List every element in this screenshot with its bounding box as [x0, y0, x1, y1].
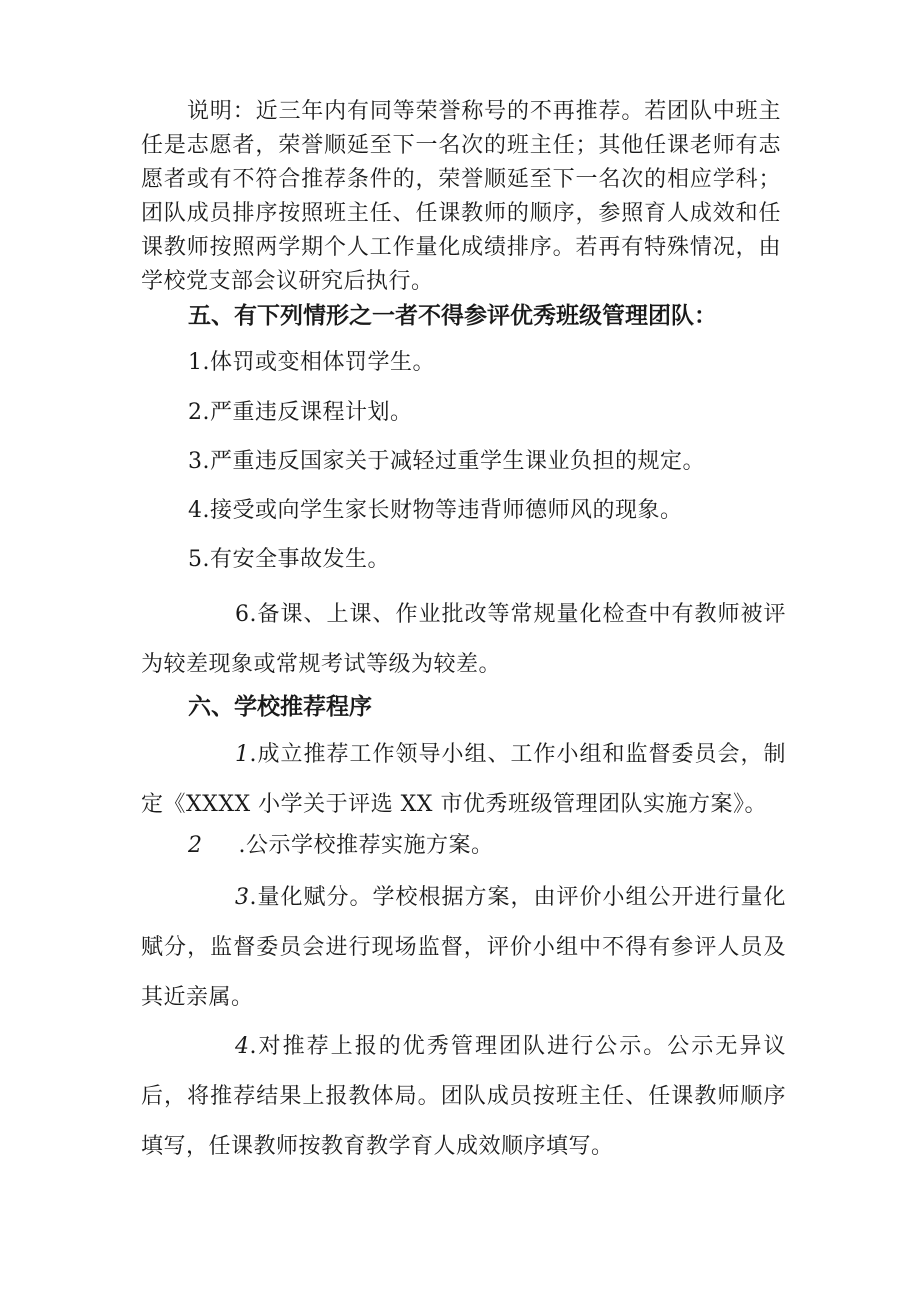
section-5-item-5 — [188, 542, 390, 573]
item-text: .接受或向学生家长财物等违背师德师风的现象。 — [202, 498, 683, 523]
item-text: .严重违反国家关于减轻过重学生课业负担的规定。 — [202, 449, 705, 474]
item-text: .对推荐上报的优秀管理团队进行公示。公示无异议后，将推荐结果上报教体局。团队成员按班主任、任课教师顺序填写，任课教师按教育教学育人成效顺序填写。 — [141, 1034, 786, 1159]
section-6-item-1 — [141, 730, 786, 830]
note-paragraph: 说明：近三年内有同等荣誉称号的不再推荐。若团队中班主任是志愿者，荣誉顺延至下一名次的班主任；其他任课老师有志愿者或有不符合推荐条件的，荣誉顺延至下一名次的相应学科；团队成员排序按照班主任、任课教师的顺序，参照育人成效和任课教师按照两学期个人工作量化成绩排序。若再有特殊情况，由学校党支部会议研究后执行。 — [141, 99, 781, 294]
item-number: 2 — [188, 833, 203, 858]
item-number: 1 — [188, 350, 203, 375]
item-number: 4 — [188, 498, 203, 523]
section-5-item-2 — [188, 395, 413, 426]
item-text: .有安全事故发生。 — [202, 547, 390, 572]
item-text: .备课、上课、作业批改等常规量化检查中有教师被评为较差现象或常规考试等级为较差。 — [141, 602, 786, 677]
item-text: .体罚或变相体罚学生。 — [202, 350, 435, 375]
item-number: 1 — [235, 742, 250, 767]
item-text: .公示学校推荐实施方案。 — [238, 833, 494, 858]
section-5-item-4 — [188, 493, 683, 524]
section-5-heading: 五、有下列情形之一者不得参评优秀班级管理团队： — [188, 303, 717, 329]
section-6-item-4 — [141, 1022, 786, 1172]
section-6-heading: 六、学校推荐程序 — [188, 694, 372, 720]
item-number: 5 — [188, 547, 203, 572]
item-number: 2 — [188, 400, 203, 425]
item-text: .严重违反课程计划。 — [202, 400, 413, 425]
item-text: .量化赋分。学校根据方案，由评价小组公开进行量化赋分，监督委员会进行现场监督，评价小组中不得有参评人员及其近亲属。 — [141, 885, 786, 1010]
item-number: 4 — [235, 1034, 250, 1059]
item-number: 3 — [235, 885, 250, 910]
item-text: .成立推荐工作领导小组、工作小组和监督委员会，制定《XXXX 小学关于评选 XX 市优秀班级管理团队实施方案》。 — [141, 742, 786, 817]
item-number: 3 — [188, 449, 203, 474]
section-6-item-3 — [141, 873, 786, 1023]
section-6-item-2 — [188, 828, 494, 859]
item-number: 6 — [235, 602, 250, 627]
section-5-item-3 — [188, 444, 705, 475]
section-5-item-1 — [188, 345, 435, 376]
section-5-item-6 — [141, 590, 786, 690]
